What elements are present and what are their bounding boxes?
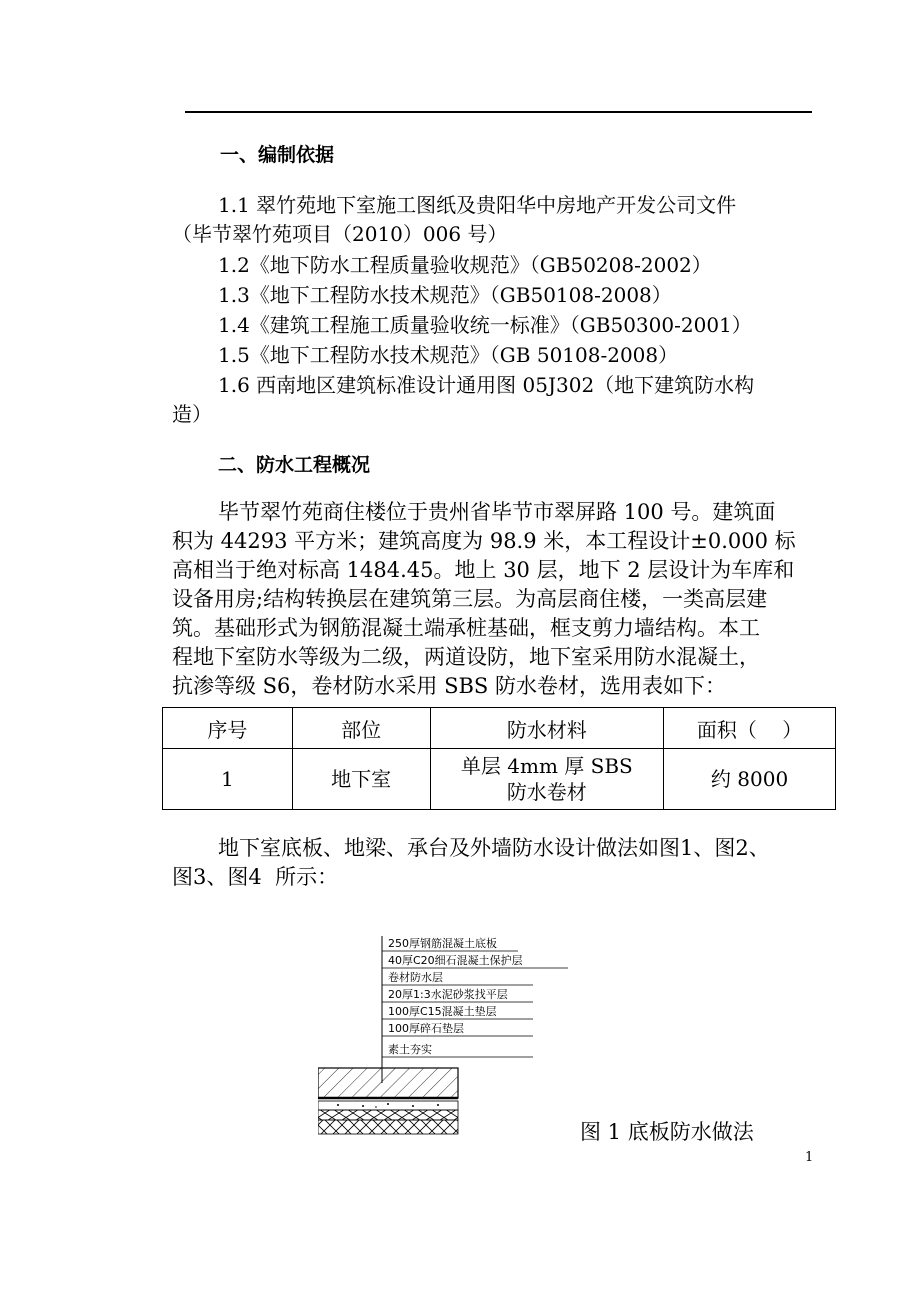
- overview-line: 积为 44293 平方米；建筑高度为 98.9 米，本工程设计±0.000 标: [172, 529, 796, 553]
- table-cell-no: 1: [163, 749, 293, 810]
- table-header-cell: 部位: [292, 708, 430, 749]
- basis-item-number: 1.3: [218, 283, 250, 307]
- layer-label: 素土夯实: [388, 1043, 432, 1056]
- basis-item: [218, 249, 712, 278]
- section-heading-overview: 二、防水工程概况: [218, 454, 371, 476]
- table-header-row: [163, 708, 836, 749]
- layer-label: 20厚1:3水泥砂浆找平层: [388, 988, 508, 1001]
- basis-item-number: 1.4: [218, 313, 250, 337]
- layer-label: 卷材防水层: [388, 971, 443, 984]
- material-line: 防水卷材: [506, 780, 587, 804]
- basis-item-number: 1.2: [218, 253, 250, 277]
- overview-line: 抗渗等级 S6，卷材防水采用 SBS 防水卷材，选用表如下：: [172, 674, 726, 698]
- basis-item: [218, 189, 736, 218]
- overview-line: 设备用房;结构转换层在建筑第三层。为高层商住楼，一类高层建: [172, 587, 768, 611]
- basis-item-text: 《地下工程防水技术规范》（GB50108-2008）: [249, 283, 672, 307]
- basis-item: [218, 279, 672, 308]
- overview-paragraph: [172, 498, 834, 701]
- table-header-cell: 面积（ ）: [664, 708, 836, 749]
- layer-label: 250厚钢筋混凝土底板: [388, 937, 497, 950]
- material-line: 单层 4mm 厚 SBS: [460, 754, 633, 778]
- overview-line: 高相当于绝对标高 1484.45。地上 30 层，地下 2 层设计为车库和: [172, 558, 795, 582]
- screed-layer: [318, 1101, 458, 1110]
- layer-label: 100厚C15混凝土垫层: [388, 1005, 497, 1018]
- basis-item-text: 《地下防水工程质量验收规范》（GB50208-2002）: [249, 253, 712, 277]
- table-header-cell: 序号: [163, 708, 293, 749]
- header-rule: [185, 111, 812, 113]
- table-header-cell: 防水材料: [430, 708, 664, 749]
- layer-label: 40厚C20细石混凝土保护层: [388, 954, 523, 967]
- basis-item: [218, 339, 678, 368]
- gravel-layer: [318, 1110, 458, 1120]
- table-cell-material: [430, 749, 664, 810]
- floor-waterproof-diagram: [318, 933, 568, 1138]
- basis-item: [218, 369, 754, 398]
- table-row: [163, 749, 836, 810]
- basis-item-text: 西南地区建筑标准设计通用图 05J302（地下建筑防水构: [256, 373, 755, 397]
- basis-item-continuation: （毕节翠竹苑项目（2010）006 号）: [172, 222, 508, 246]
- figure-caption: 图 1 底板防水做法: [580, 1120, 754, 1144]
- page-number: 1: [805, 1150, 814, 1165]
- basis-item-text: 翠竹苑地下室施工图纸及贵阳华中房地产开发公司文件: [256, 193, 737, 217]
- slab-layer: [318, 1068, 458, 1098]
- basis-item-text: 《建筑工程施工质量验收统一标准》（GB50300-2001）: [249, 313, 752, 337]
- basis-item-number: 1.5: [218, 343, 250, 367]
- table-cell-area: 约 8000: [664, 749, 836, 810]
- layer-labels: [382, 936, 568, 1057]
- overview-line: 程地下室防水等级为二级，两道设防，地下室采用防水混凝土，: [172, 645, 760, 669]
- figure-intro-paragraph: [172, 834, 834, 892]
- basis-item: [218, 309, 752, 338]
- material-table: [162, 707, 836, 810]
- basis-item-number: 1.1: [218, 193, 250, 217]
- section-heading-basis: 一、编制依据: [220, 144, 335, 166]
- basis-item-number: 1.6: [218, 373, 250, 397]
- basis-item-text: 《地下工程防水技术规范》（GB 50108-2008）: [249, 343, 679, 367]
- table-cell-part: 地下室: [292, 749, 430, 810]
- basis-item-continuation: 造）: [172, 402, 212, 426]
- overview-line: 毕节翠竹苑商住楼位于贵州省毕节市翠屏路 100 号。建筑面: [218, 500, 776, 524]
- figure-intro-line: 图3、图4 所示：: [172, 865, 339, 889]
- layer-section: [318, 1068, 458, 1134]
- figure-intro-line: 地下室底板、地梁、承台及外墙防水设计做法如图1、图2、: [218, 836, 770, 860]
- overview-line: 筑。基础形式为钢筋混凝土端承桩基础，框支剪力墙结构。本工: [172, 616, 760, 640]
- layer-label: 100厚碎石垫层: [388, 1022, 464, 1035]
- soil-layer: [318, 1120, 458, 1134]
